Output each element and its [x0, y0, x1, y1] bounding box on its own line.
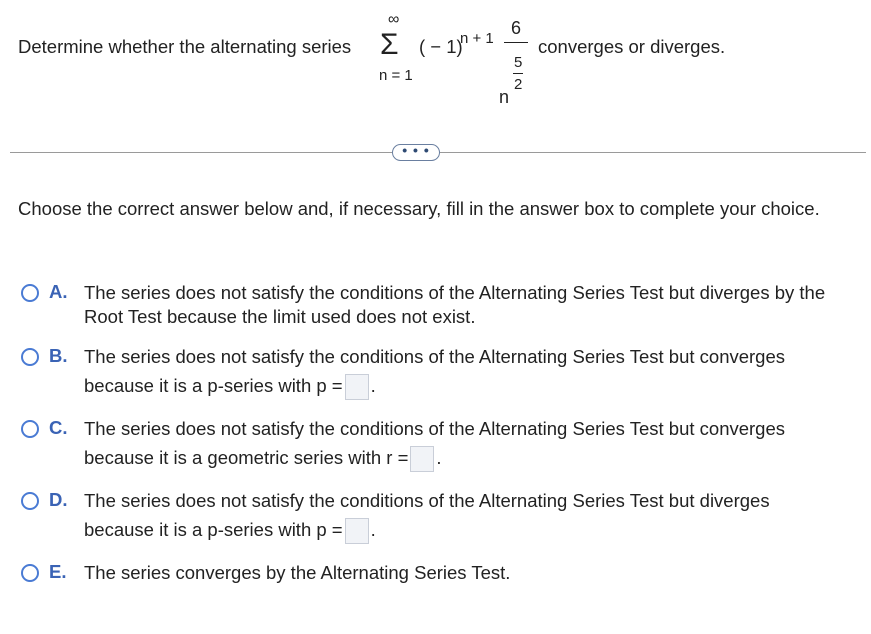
- exponent-numerator: 5: [514, 54, 523, 71]
- option-letter: D.: [49, 489, 68, 510]
- option-text: The series does not satisfy the conditions of the Alternating Series Test but diverges because it is a p-series with p =: [84, 490, 770, 540]
- radio-b[interactable]: [21, 348, 39, 366]
- option-text-wrap: [84, 342, 844, 400]
- radio-c[interactable]: [21, 420, 39, 438]
- answer-box-p[interactable]: [345, 374, 369, 400]
- answer-box-p[interactable]: [345, 518, 369, 544]
- option-letter: C.: [49, 417, 68, 438]
- exponent-denominator: 2: [514, 76, 523, 93]
- radio-a[interactable]: [21, 284, 39, 302]
- sum-upper-limit: ∞: [388, 11, 400, 28]
- alternating-term: ( − 1): [419, 36, 463, 57]
- option-suffix: .: [370, 375, 376, 396]
- option-text: The series does not satisfy the conditions of the Alternating Series Test but diverges by the Root Test because the limit used does not exist.: [84, 282, 826, 327]
- option-text-wrap: [84, 486, 844, 544]
- exponent-fraction-bar: [513, 73, 523, 74]
- option-letter: A.: [49, 281, 68, 302]
- question-tail: converges or diverges.: [538, 36, 726, 57]
- option-text: The series converges by the Alternating Series Test.: [84, 562, 511, 583]
- alternating-exponent: n + 1: [460, 30, 494, 47]
- sigma-symbol: Σ: [380, 28, 399, 61]
- option-text-wrap: [84, 414, 844, 472]
- option-letter: E.: [49, 561, 67, 582]
- option-text: The series does not satisfy the conditions of the Alternating Series Test but converges because it is a geometric series with r =: [84, 418, 786, 468]
- option-text: The series does not satisfy the conditions of the Alternating Series Test but converges because it is a p-series with p =: [84, 346, 786, 396]
- fraction-bar: [504, 42, 528, 43]
- sum-lower-limit: n = 1: [379, 67, 413, 84]
- denominator-base: n: [499, 87, 510, 107]
- expand-button[interactable]: • • •: [392, 144, 440, 161]
- question-lead: Determine whether the alternating series: [18, 36, 352, 57]
- option-suffix: .: [436, 447, 442, 468]
- fraction-numerator: 6: [510, 18, 521, 38]
- option-letter: B.: [49, 345, 68, 366]
- radio-d[interactable]: [21, 492, 39, 510]
- option-suffix: .: [370, 519, 376, 540]
- radio-e[interactable]: [21, 564, 39, 582]
- instruction-text: Choose the correct answer below and, if necessary, fill in the answer box to complete your choice.: [18, 198, 820, 219]
- answer-box-r[interactable]: [410, 446, 434, 472]
